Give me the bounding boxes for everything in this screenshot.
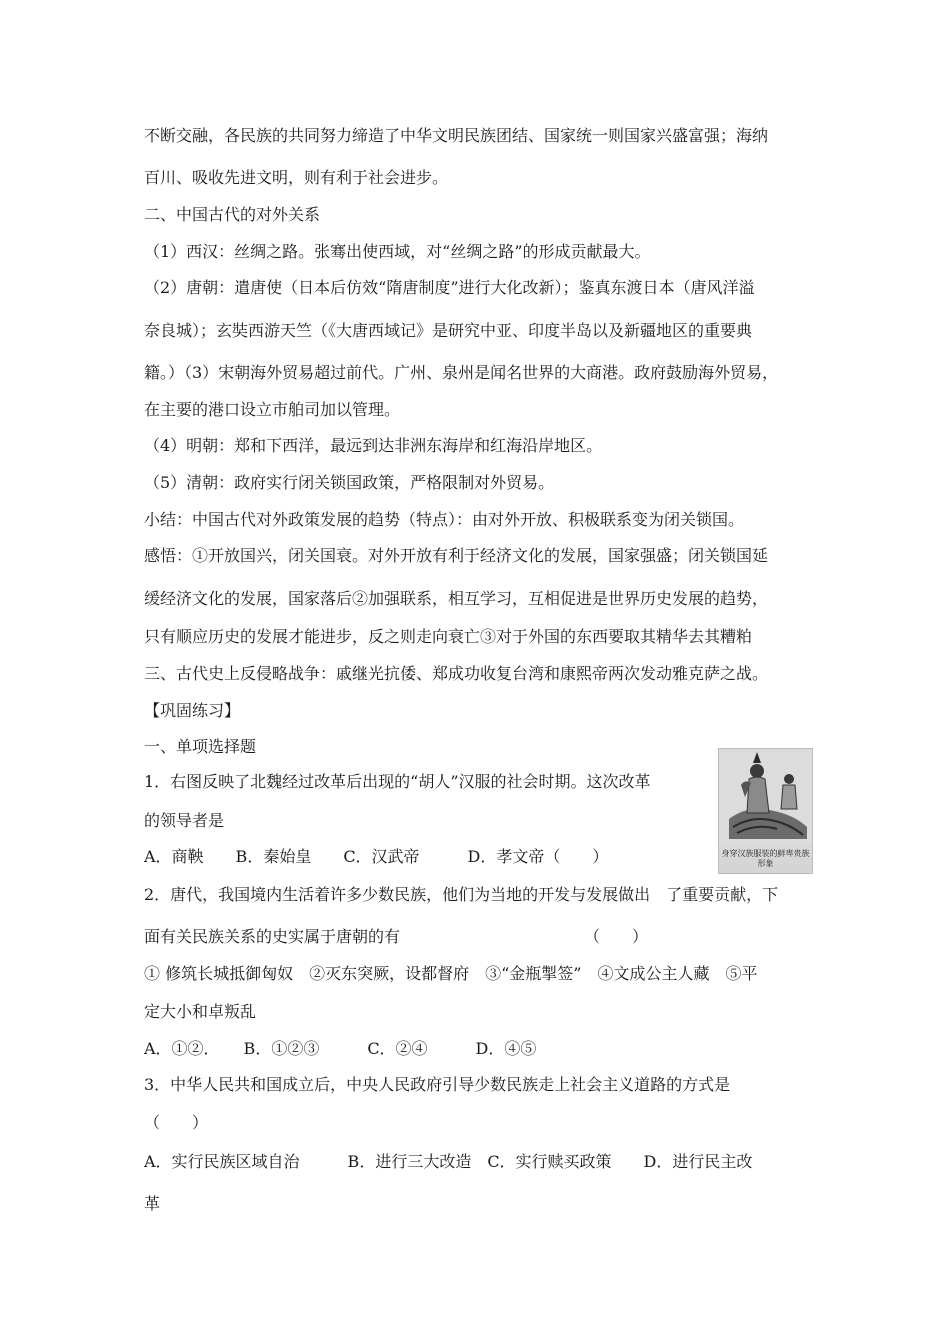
section-heading: 一、单项选择题 <box>144 737 257 756</box>
text-line: 奈良城）；玄奘西游天竺（《大唐西域记》是研究中亚、印度半岛以及新疆地区的重要典 <box>144 321 753 340</box>
summary-line: 小结：中国古代对外政策发展的趋势（特点）：由对外开放、积极联系变为闭关锁国。 <box>144 510 745 529</box>
text-line: 感悟：①开放国兴，闭关国衰。对外开放有利于经济文化的发展，国家强盛；闭关锁国延 <box>144 546 769 565</box>
question-line: 面有关民族关系的史实属于唐朝的有 （ ） <box>144 927 649 946</box>
text-line: 百川、吸收先进文明，则有利于社会进步。 <box>144 168 449 187</box>
question-line: 定大小和卓叛乱 <box>144 1002 257 1021</box>
section-heading: 三、古代史上反侵略战争：戚继光抗倭、郑成功收复台湾和康熙帝两次发动雅克萨之战。 <box>144 664 769 683</box>
text-line: （4）明朝：郑和下西洋，最远到达非洲东海岸和红海沿岸地区。 <box>144 436 603 455</box>
section-heading: 二、中国古代的对外关系 <box>144 205 321 224</box>
text-line: 缓经济文化的发展，国家落后②加强联系，相互学习，互相促进是世界历史发展的趋势， <box>144 589 769 608</box>
answer-options: A．实行民族区域自治 B．进行三大改造 C．实行赎买政策 D．进行民主改 <box>144 1152 753 1171</box>
figure-drawing-icon <box>719 749 812 845</box>
figure-caption: 身穿汉族服装的鲜卑贵族形象 <box>721 849 810 868</box>
answer-options: A．①②． B．①②③ C．②④ D．④⑤ <box>144 1039 537 1058</box>
question-line: 1．右图反映了北魏经过改革后出现的“胡人”汉服的社会时期。这次改革 <box>144 772 651 791</box>
historical-figure-illustration <box>718 748 813 874</box>
text-line: （1）西汉：丝绸之路。张骞出使西域，对“丝绸之路”的形成贡献最大。 <box>144 242 651 261</box>
question-line: ① 修筑长城抵御匈奴 ②灭东突厥，设都督府 ③“金瓶掣签” ④文成公主人藏 ⑤平 <box>144 964 758 983</box>
question-line: 的领导者是 <box>144 811 225 830</box>
answer-options: A．商鞅 B．秦始皇 C．汉武帝 D．孝文帝（ ） <box>144 847 609 866</box>
text-line: （5）清朝：政府实行闭关锁国政策，严格限制对外贸易。 <box>144 473 555 492</box>
answer-options: 革 <box>144 1194 161 1213</box>
question-line: （ ） <box>144 1113 209 1132</box>
text-line: （2）唐朝：遣唐使（日本后仿效“隋唐制度”进行大化改新）；鉴真东渡日本（唐风洋溢 <box>144 278 755 297</box>
text-line: 只有顺应历史的发展才能进步，反之则走向衰亡③对于外国的东西要取其精华去其糟粕 <box>144 627 753 646</box>
question-line: 2．唐代，我国境内生活着许多少数民族，他们为当地的开发与发展做出 了重要贡献，下 <box>144 885 779 904</box>
section-heading: 【巩固练习】 <box>144 701 241 720</box>
text-line: 籍。）（3）宋朝海外贸易超过前代。广州、泉州是闻名世界的大商港。政府鼓励海外贸易， <box>144 363 779 382</box>
question-line: 3．中华人民共和国成立后，中央人民政府引导少数民族走上社会主义道路的方式是 <box>144 1075 731 1094</box>
text-line: 不断交融，各民族的共同努力缔造了中华文明民族团结、国家统一则国家兴盛富强；海纳 <box>144 126 769 145</box>
text-line: 在主要的港口设立市舶司加以管理。 <box>144 400 401 419</box>
